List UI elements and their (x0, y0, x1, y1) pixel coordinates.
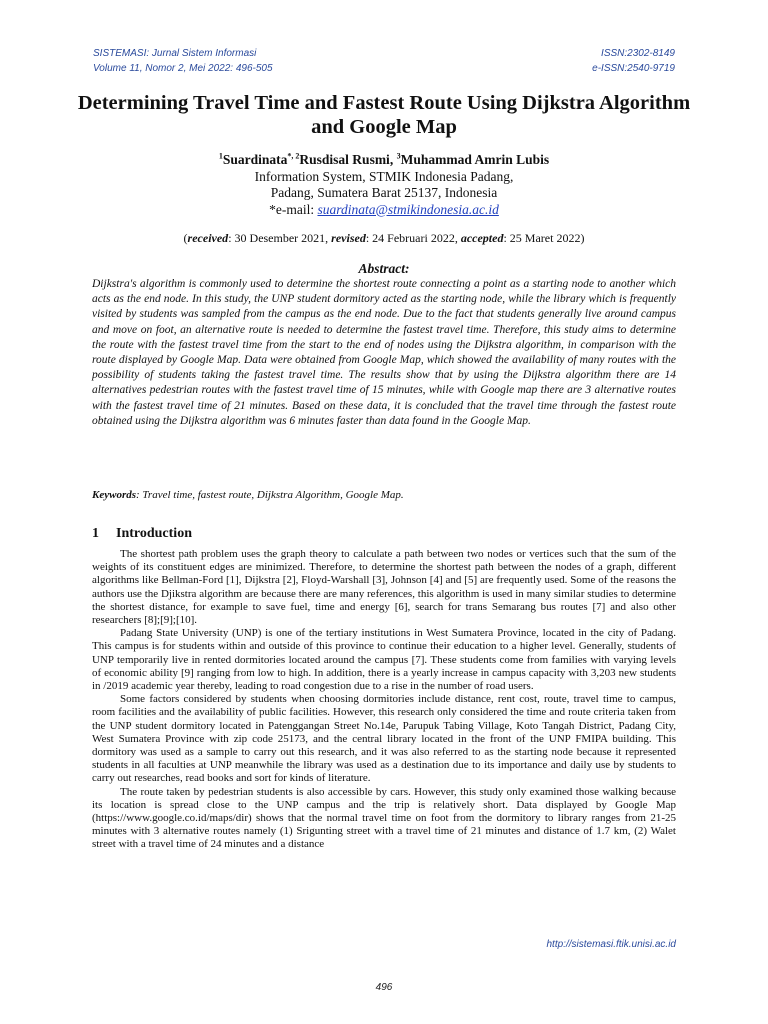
abstract-text: Dijkstra's algorithm is commonly used to determine the shortest route connecting a point as a starting node to another which acts as the end node. In this study, the UNP student dormitory acted as the starting node, while the library which is frequently visited by students was sampled from the campus as the end node. Due to the fact that students generally live around campus and move on foot, an alternative route is needed to determine the fastest travel time. Therefore, this study aims to determine the route with the fastest travel time from the start to the end of nodes using the Dijkstra algorithm, in comparison with the route displayed by Google Map. Data were obtained from Google Map, which showed the availability of many routes with the possibility of students taking the fastest travel time. The results show that by using the Dijkstra algorithm there are 14 alternatives pedestrian routes with the fastest travel time of 15 minutes, while with Google map there are 3 alternative routes with the fastest travel time of 21 minutes. Based on these data, it is concluded that the travel time through the fastest route obtained using the Dijkstra algorithm was 6 minutes faster than data found in the Google Map. (92, 278, 676, 427)
article-dates: (received: 30 Desember 2021, revised: 24 Februari 2022, accepted: 25 Maret 2022) (183, 231, 585, 245)
paragraph: The route taken by pedestrian students is also accessible by cars. However, this study only examined those walking because its location is spread close to the UNP campus and the trip is relatively short. Data displayed by Google Map (https://www.google.co.id/maps/dir) shows that the normal travel time on foot from the dormitory to library ranges from 21-25 minutes with 3 alternative routes namely (1) Srigunting street with a travel time of 21 minutes and distance of 1.7 km, (2) Walet street with a travel time of 24 minutes and a distance (92, 785, 676, 851)
affiliation: Information System, STMIK Indonesia Padang, (254, 168, 514, 184)
page-number: 496 (375, 982, 393, 993)
paragraph: Padang State University (UNP) is one of the tertiary institutions in West Sumatera Province, located in the city of Padang. This campus is for students within and outside of this province to continue their education to a higher level. Generally, students of UNP temporarily live in rented dormitories located around the campus [7]. These students come from families with varying levels of economic ability [9] ranging from low to high. In addition, there is a yearly increase in campus capacity with 3,203 new students in /2019 academic year thereby, leading to road congestion due to a rise in the number of road users. (92, 627, 676, 693)
introduction-body (92, 548, 676, 852)
section-heading: 1 Introduction (92, 526, 192, 541)
journal-volume: Volume 11, Nomor 2, Mei 2022: 496-505 (93, 62, 273, 74)
keywords: Keywords: Travel time, fastest route, Dijkstra Algorithm, Google Map. (92, 489, 404, 501)
address: Padang, Sumatera Barat 25137, Indonesia (270, 185, 498, 200)
issn: ISSN:2302-8149 (601, 48, 675, 59)
paragraph: Some factors considered by students when choosing dormitories include distance, rent cost, route, travel time to campus, room facilities and the availability of public facilities. However, this research only considered the time and route criteria taken from the UNP student dormitory located in Patenggangan Street No.14e, Parupuk Tabing Village, Koto Tangah District, Padang City, West Sumatera Province with zip code 25173, and the central library located in the front of the UNP FMIPA building. This dormitory was used as a sample to carry out this research, and it was also referred to as the starting node because it represented students in all faculties at UNP meanwhile the library was used as a destination due to its importance and daily use by students to carry out researches, read books and sort for kinds of literature. (92, 693, 676, 785)
paper-title: Determining Travel Time and Fastest Route Using Dijkstra Algorithm and Google Map (77, 92, 691, 138)
abstract-heading: Abstract: (358, 261, 410, 276)
journal-name: SISTEMASI: Jurnal Sistem Informasi (93, 48, 257, 59)
author-names: $^1$Suardinata*, $^2$Rusdisal Rusmi, $^3$Muhammad Amrin Lubis (218, 151, 550, 167)
e-issn: e-ISSN:2540-9719 (592, 62, 675, 74)
email-link[interactable]: suardinata@stmikindonesia.ac.id (317, 201, 499, 217)
paragraph: The shortest path problem uses the graph theory to calculate a path between two nodes or vertices such that the sum of the weights of its constituent edges are minimized. Therefore, to determine the shortest path between the nodes of a graph, different algorithms like Bellman-Ford [1], Dijkstra [2], Floyd-Warshall [3], Johnson [4] and [5] are frequently used. Some of the reasons the authors use the Djikstra algorithm are because there are many references, this algorithm is used in many similar studies to determine the shortest distance, for example to save fuel, time and energy [6], search for trans Semarang bus routes [7] and also other researchers [8];[9];[10]. (92, 548, 676, 627)
author-block (60, 152, 708, 218)
email-line: *e-mail: suardinata@stmikindonesia.ac.id (269, 201, 499, 217)
journal-url[interactable]: http://sistemasi.ftik.unisi.ac.id (546, 939, 676, 950)
